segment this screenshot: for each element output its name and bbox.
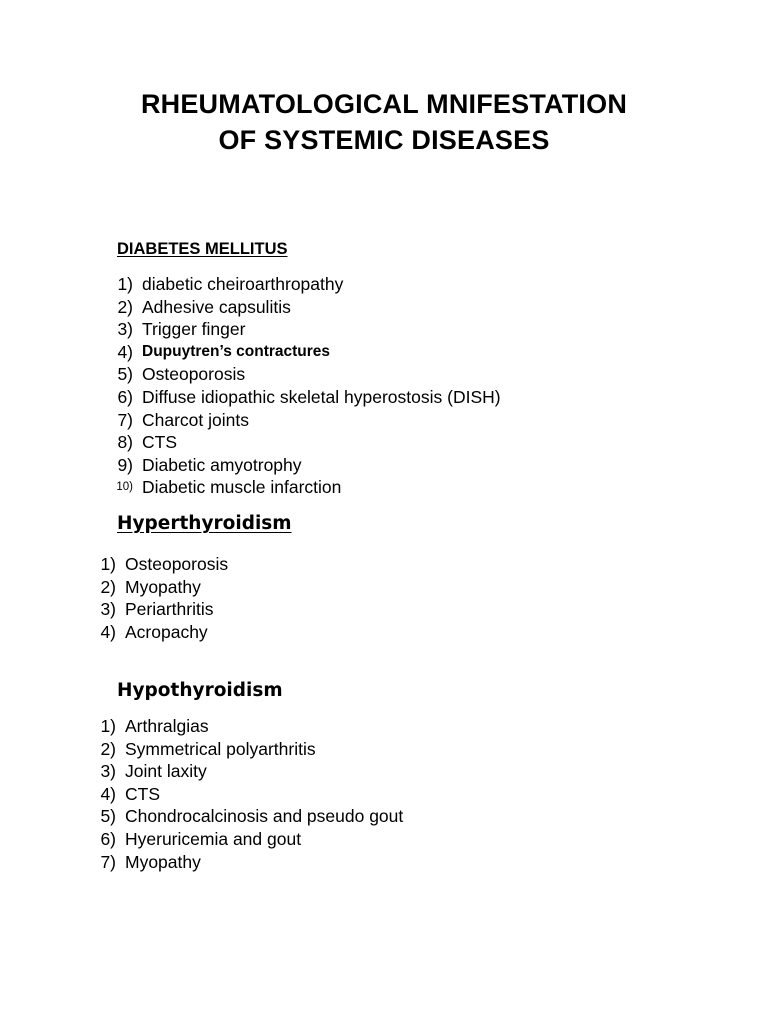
list-item-number: 2) [100,738,116,759]
list-item [91,738,403,761]
list-item-text: Diffuse idiopathic skeletal hyperostosis (DISH) [142,386,501,407]
list-item-number: 10) [116,481,133,494]
list-item [108,341,501,364]
list-item-number: 7) [117,409,133,430]
diabetes-list [108,273,501,499]
list-item-text: Symmetrical polyarthritis [125,738,316,759]
list-item [108,273,501,296]
list-item [91,760,403,783]
list-item [91,553,228,576]
list-item-text: Arthralgias [125,716,209,736]
list-item-text: Myopathy [125,851,201,872]
hypothyroidism-list [91,715,403,873]
list-item-text: Charcot joints [142,409,249,430]
list-item-number: 3) [117,319,133,340]
list-item-text: Hyeruricemia and gout [125,828,302,849]
list-item [91,621,228,644]
list-item-number: 7) [100,851,116,872]
section-heading-diabetes: DIABETES MELLITUS [117,240,288,258]
hyperthyroidism-list [91,553,228,643]
list-item [108,431,501,454]
list-item-text: Adhesive capsulitis [142,296,291,317]
list-item-number: 6) [117,386,133,407]
list-item-text: Joint laxity [125,761,207,782]
list-item-text: Diabetic muscle infarction [142,477,342,498]
list-item-text: CTS [142,432,177,453]
list-item [91,828,403,851]
section-heading-hypothyroidism: Hypothyroidism [117,680,283,701]
list-item [108,296,501,319]
list-item [108,318,501,341]
list-item-number: 9) [117,454,133,475]
list-item-number: 5) [117,364,133,385]
list-item-text: CTS [125,783,160,804]
list-item-text: Osteoporosis [125,554,229,574]
list-item-number: 4) [100,621,116,642]
list-item [108,409,501,432]
page-title [0,86,768,158]
list-item [91,783,403,806]
list-item-number: 4) [100,783,116,804]
list-item-number: 2) [117,296,133,317]
list-item-text: Dupuytren’s contractures [142,342,331,360]
list-item-number: 3) [100,599,116,620]
list-item-text: Chondrocalcinosis and pseudo gout [125,806,404,827]
list-item-text: Periarthritis [125,599,214,620]
list-item-number: 8) [117,432,133,453]
list-item-number: 1) [100,554,116,574]
list-item-text: Myopathy [125,576,201,597]
list-item [91,805,403,828]
list-item-number: 5) [100,806,116,827]
list-item [108,476,501,499]
list-item [91,598,228,621]
list-item-text: Osteoporosis [142,364,246,385]
title-line-1: RHEUMATOLOGICAL MNIFESTATION [140,89,628,119]
title-line-2: OF SYSTEMIC DISEASES [218,125,550,155]
list-item [108,454,501,477]
section-heading-hyperthyroidism: Hyperthyroidism [117,513,292,534]
list-item [108,386,501,409]
list-item-number: 1) [100,716,116,736]
list-item-number: 6) [100,828,116,849]
list-item-number: 1) [117,274,133,294]
list-item-number: 4) [117,341,133,362]
list-item [108,363,501,386]
list-item-number: 3) [100,761,116,782]
list-item [91,851,403,874]
list-item [91,576,228,599]
list-item-text: Acropachy [125,621,208,642]
list-item-text: Diabetic amyotrophy [142,454,302,475]
list-item [91,715,403,738]
list-item-text: diabetic cheiroarthropathy [142,274,344,294]
list-item-text: Trigger finger [142,319,246,340]
list-item-number: 2) [100,576,116,597]
